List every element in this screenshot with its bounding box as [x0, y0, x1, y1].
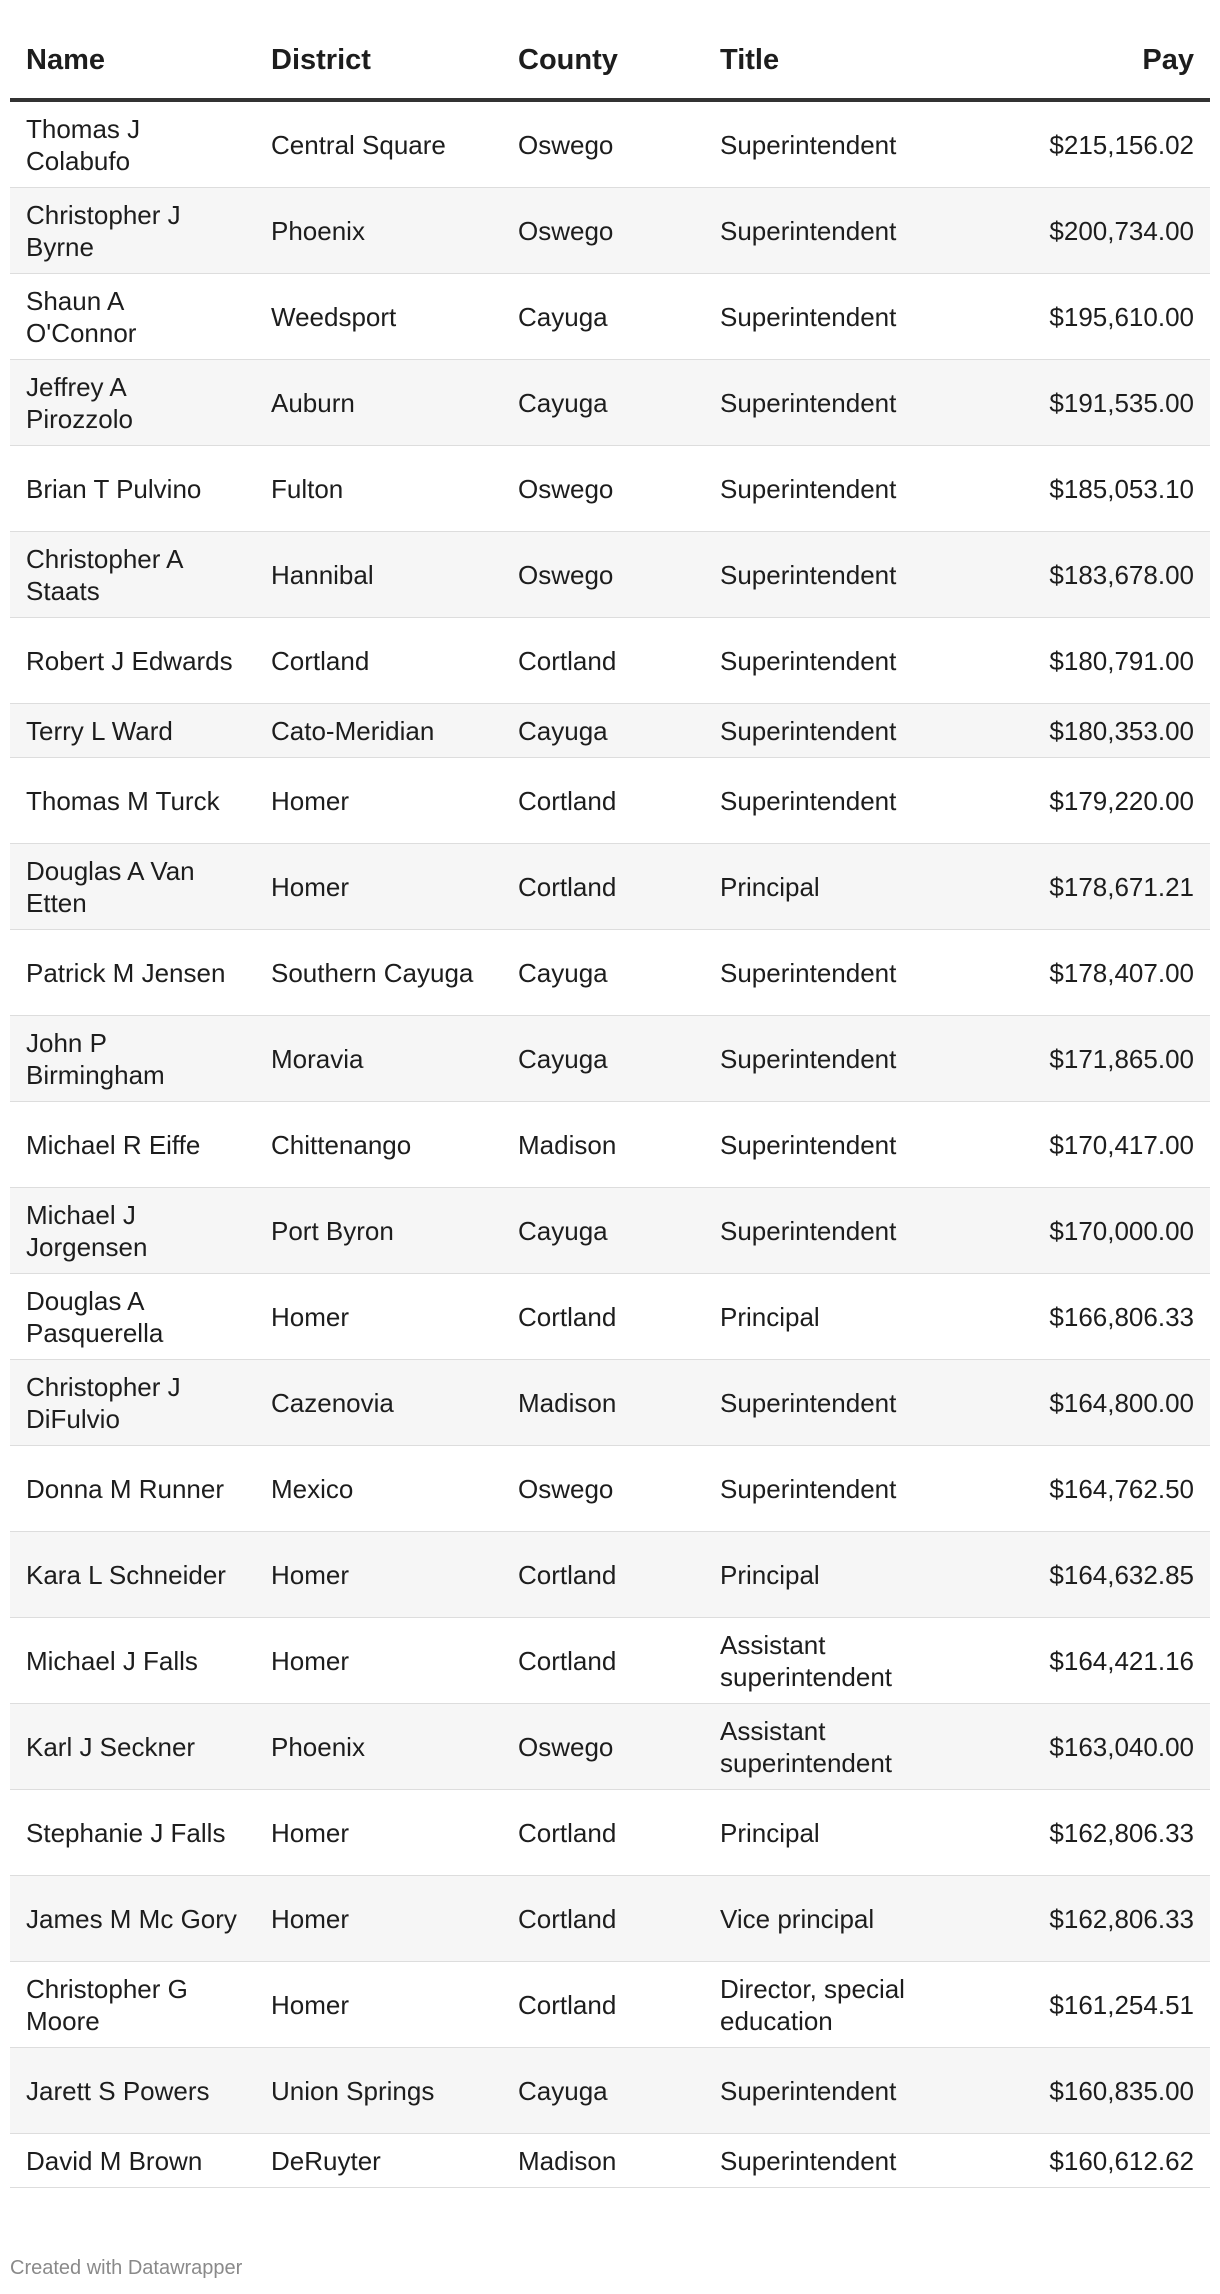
cell-county: Madison — [502, 2134, 704, 2188]
cell-county: Oswego — [502, 532, 704, 618]
cell-name: Robert J Edwards — [10, 618, 255, 704]
cell-county: Cortland — [502, 618, 704, 704]
cell-county: Oswego — [502, 188, 704, 274]
cell-title: Superintendent — [704, 758, 998, 844]
cell-district: Homer — [255, 1876, 502, 1962]
cell-county: Cortland — [502, 844, 704, 930]
cell-pay: $200,734.00 — [998, 188, 1210, 274]
table-row — [10, 2048, 1210, 2134]
cell-pay: $164,632.85 — [998, 1532, 1210, 1618]
cell-district: Homer — [255, 1790, 502, 1876]
cell-pay: $215,156.02 — [998, 100, 1210, 188]
table-row — [10, 704, 1210, 758]
salary-table — [10, 22, 1210, 2188]
column-header-district[interactable]: District — [255, 22, 502, 100]
cell-district: Homer — [255, 1532, 502, 1618]
cell-name: Thomas M Turck — [10, 758, 255, 844]
cell-pay: $170,000.00 — [998, 1188, 1210, 1274]
cell-name: Christopher G Moore — [10, 1962, 255, 2048]
cell-pay: $160,612.62 — [998, 2134, 1210, 2188]
cell-county: Madison — [502, 1102, 704, 1188]
cell-pay: $180,353.00 — [998, 704, 1210, 758]
table-row — [10, 360, 1210, 446]
cell-district: Central Square — [255, 100, 502, 188]
cell-pay: $166,806.33 — [998, 1274, 1210, 1360]
cell-title: Superintendent — [704, 1188, 998, 1274]
cell-title: Superintendent — [704, 1102, 998, 1188]
cell-pay: $164,421.16 — [998, 1618, 1210, 1704]
table-row — [10, 758, 1210, 844]
cell-county: Cayuga — [502, 1188, 704, 1274]
table-container — [10, 22, 1210, 2188]
cell-name: David M Brown — [10, 2134, 255, 2188]
cell-district: Homer — [255, 758, 502, 844]
cell-county: Madison — [502, 1360, 704, 1446]
cell-title: Superintendent — [704, 704, 998, 758]
cell-district: Homer — [255, 1274, 502, 1360]
cell-name: Jeffrey A Pirozzolo — [10, 360, 255, 446]
cell-name: Terry L Ward — [10, 704, 255, 758]
cell-county: Cayuga — [502, 360, 704, 446]
cell-district: Fulton — [255, 446, 502, 532]
table-row — [10, 1102, 1210, 1188]
cell-pay: $160,835.00 — [998, 2048, 1210, 2134]
cell-pay: $183,678.00 — [998, 532, 1210, 618]
cell-county: Cortland — [502, 1532, 704, 1618]
cell-pay: $161,254.51 — [998, 1962, 1210, 2048]
cell-title: Superintendent — [704, 930, 998, 1016]
cell-name: Stephanie J Falls — [10, 1790, 255, 1876]
cell-name: Karl J Seckner — [10, 1704, 255, 1790]
cell-name: Shaun A O'Connor — [10, 274, 255, 360]
cell-name: Christopher J Byrne — [10, 188, 255, 274]
column-header-title[interactable]: Title — [704, 22, 998, 100]
cell-district: Phoenix — [255, 1704, 502, 1790]
cell-district: Southern Cayuga — [255, 930, 502, 1016]
table-row — [10, 1790, 1210, 1876]
table-row — [10, 1360, 1210, 1446]
cell-district: Cortland — [255, 618, 502, 704]
cell-name: James M Mc Gory — [10, 1876, 255, 1962]
cell-name: Douglas A Van Etten — [10, 844, 255, 930]
cell-pay: $164,800.00 — [998, 1360, 1210, 1446]
cell-district: Homer — [255, 1618, 502, 1704]
cell-title: Superintendent — [704, 100, 998, 188]
cell-name: Brian T Pulvino — [10, 446, 255, 532]
cell-name: Donna M Runner — [10, 1446, 255, 1532]
cell-pay: $185,053.10 — [998, 446, 1210, 532]
cell-county: Cortland — [502, 758, 704, 844]
cell-pay: $162,806.33 — [998, 1876, 1210, 1962]
cell-name: Michael R Eiffe — [10, 1102, 255, 1188]
cell-title: Superintendent — [704, 446, 998, 532]
cell-pay: $180,791.00 — [998, 618, 1210, 704]
table-row — [10, 1446, 1210, 1532]
cell-county: Oswego — [502, 446, 704, 532]
cell-district: Cato-Meridian — [255, 704, 502, 758]
table-row — [10, 532, 1210, 618]
table-row — [10, 446, 1210, 532]
table-row — [10, 188, 1210, 274]
cell-pay: $178,407.00 — [998, 930, 1210, 1016]
cell-county: Cortland — [502, 1274, 704, 1360]
cell-title: Assistant superintendent — [704, 1618, 998, 1704]
cell-pay: $171,865.00 — [998, 1016, 1210, 1102]
table-row — [10, 930, 1210, 1016]
cell-county: Cayuga — [502, 2048, 704, 2134]
cell-name: Michael J Jorgensen — [10, 1188, 255, 1274]
cell-title: Superintendent — [704, 1016, 998, 1102]
cell-county: Oswego — [502, 100, 704, 188]
cell-county: Cortland — [502, 1962, 704, 2048]
column-header-name[interactable]: Name — [10, 22, 255, 100]
cell-district: DeRuyter — [255, 2134, 502, 2188]
cell-district: Homer — [255, 1962, 502, 2048]
header-row — [10, 22, 1210, 100]
cell-county: Cayuga — [502, 1016, 704, 1102]
cell-title: Principal — [704, 1274, 998, 1360]
cell-county: Cortland — [502, 1790, 704, 1876]
cell-district: Homer — [255, 844, 502, 930]
table-row — [10, 844, 1210, 930]
cell-title: Superintendent — [704, 618, 998, 704]
cell-district: Weedsport — [255, 274, 502, 360]
cell-name: Michael J Falls — [10, 1618, 255, 1704]
cell-title: Principal — [704, 1790, 998, 1876]
cell-pay: $178,671.21 — [998, 844, 1210, 930]
cell-title: Superintendent — [704, 1360, 998, 1446]
column-header-pay[interactable]: Pay — [998, 22, 1210, 100]
cell-pay: $191,535.00 — [998, 360, 1210, 446]
table-row — [10, 1016, 1210, 1102]
cell-title: Principal — [704, 1532, 998, 1618]
cell-county: Cortland — [502, 1876, 704, 1962]
table-body — [10, 100, 1210, 2188]
cell-title: Superintendent — [704, 2134, 998, 2188]
cell-district: Hannibal — [255, 532, 502, 618]
cell-title: Superintendent — [704, 188, 998, 274]
table-row — [10, 1876, 1210, 1962]
cell-district: Chittenango — [255, 1102, 502, 1188]
table-row — [10, 100, 1210, 188]
cell-name: Christopher J DiFulvio — [10, 1360, 255, 1446]
cell-title: Director, special education — [704, 1962, 998, 2048]
cell-title: Vice principal — [704, 1876, 998, 1962]
cell-district: Phoenix — [255, 188, 502, 274]
table-header — [10, 22, 1210, 100]
cell-title: Superintendent — [704, 360, 998, 446]
cell-district: Port Byron — [255, 1188, 502, 1274]
cell-county: Cortland — [502, 1618, 704, 1704]
cell-title: Superintendent — [704, 274, 998, 360]
cell-county: Cayuga — [502, 704, 704, 758]
table-row — [10, 1704, 1210, 1790]
cell-title: Assistant superintendent — [704, 1704, 998, 1790]
cell-name: Jarett S Powers — [10, 2048, 255, 2134]
cell-pay: $179,220.00 — [998, 758, 1210, 844]
table-row — [10, 1532, 1210, 1618]
cell-pay: $164,762.50 — [998, 1446, 1210, 1532]
cell-district: Union Springs — [255, 2048, 502, 2134]
cell-county: Cayuga — [502, 930, 704, 1016]
cell-pay: $162,806.33 — [998, 1790, 1210, 1876]
cell-name: Patrick M Jensen — [10, 930, 255, 1016]
table-row — [10, 618, 1210, 704]
cell-name: Thomas J Colabufo — [10, 100, 255, 188]
table-row — [10, 274, 1210, 360]
cell-district: Mexico — [255, 1446, 502, 1532]
cell-name: Douglas A Pasquerella — [10, 1274, 255, 1360]
cell-name: Kara L Schneider — [10, 1532, 255, 1618]
cell-pay: $195,610.00 — [998, 274, 1210, 360]
cell-pay: $170,417.00 — [998, 1102, 1210, 1188]
cell-county: Oswego — [502, 1446, 704, 1532]
table-row — [10, 2134, 1210, 2188]
table-row — [10, 1618, 1210, 1704]
cell-name: Christopher A Staats — [10, 532, 255, 618]
cell-district: Cazenovia — [255, 1360, 502, 1446]
table-row — [10, 1274, 1210, 1360]
cell-name: John P Birmingham — [10, 1016, 255, 1102]
cell-county: Cayuga — [502, 274, 704, 360]
cell-title: Superintendent — [704, 532, 998, 618]
table-row — [10, 1188, 1210, 1274]
cell-title: Principal — [704, 844, 998, 930]
cell-title: Superintendent — [704, 2048, 998, 2134]
footer-credit: Created with Datawrapper — [10, 2257, 243, 2279]
cell-pay: $163,040.00 — [998, 1704, 1210, 1790]
table-row — [10, 1962, 1210, 2048]
cell-district: Moravia — [255, 1016, 502, 1102]
cell-title: Superintendent — [704, 1446, 998, 1532]
cell-county: Oswego — [502, 1704, 704, 1790]
cell-district: Auburn — [255, 360, 502, 446]
column-header-county[interactable]: County — [502, 22, 704, 100]
